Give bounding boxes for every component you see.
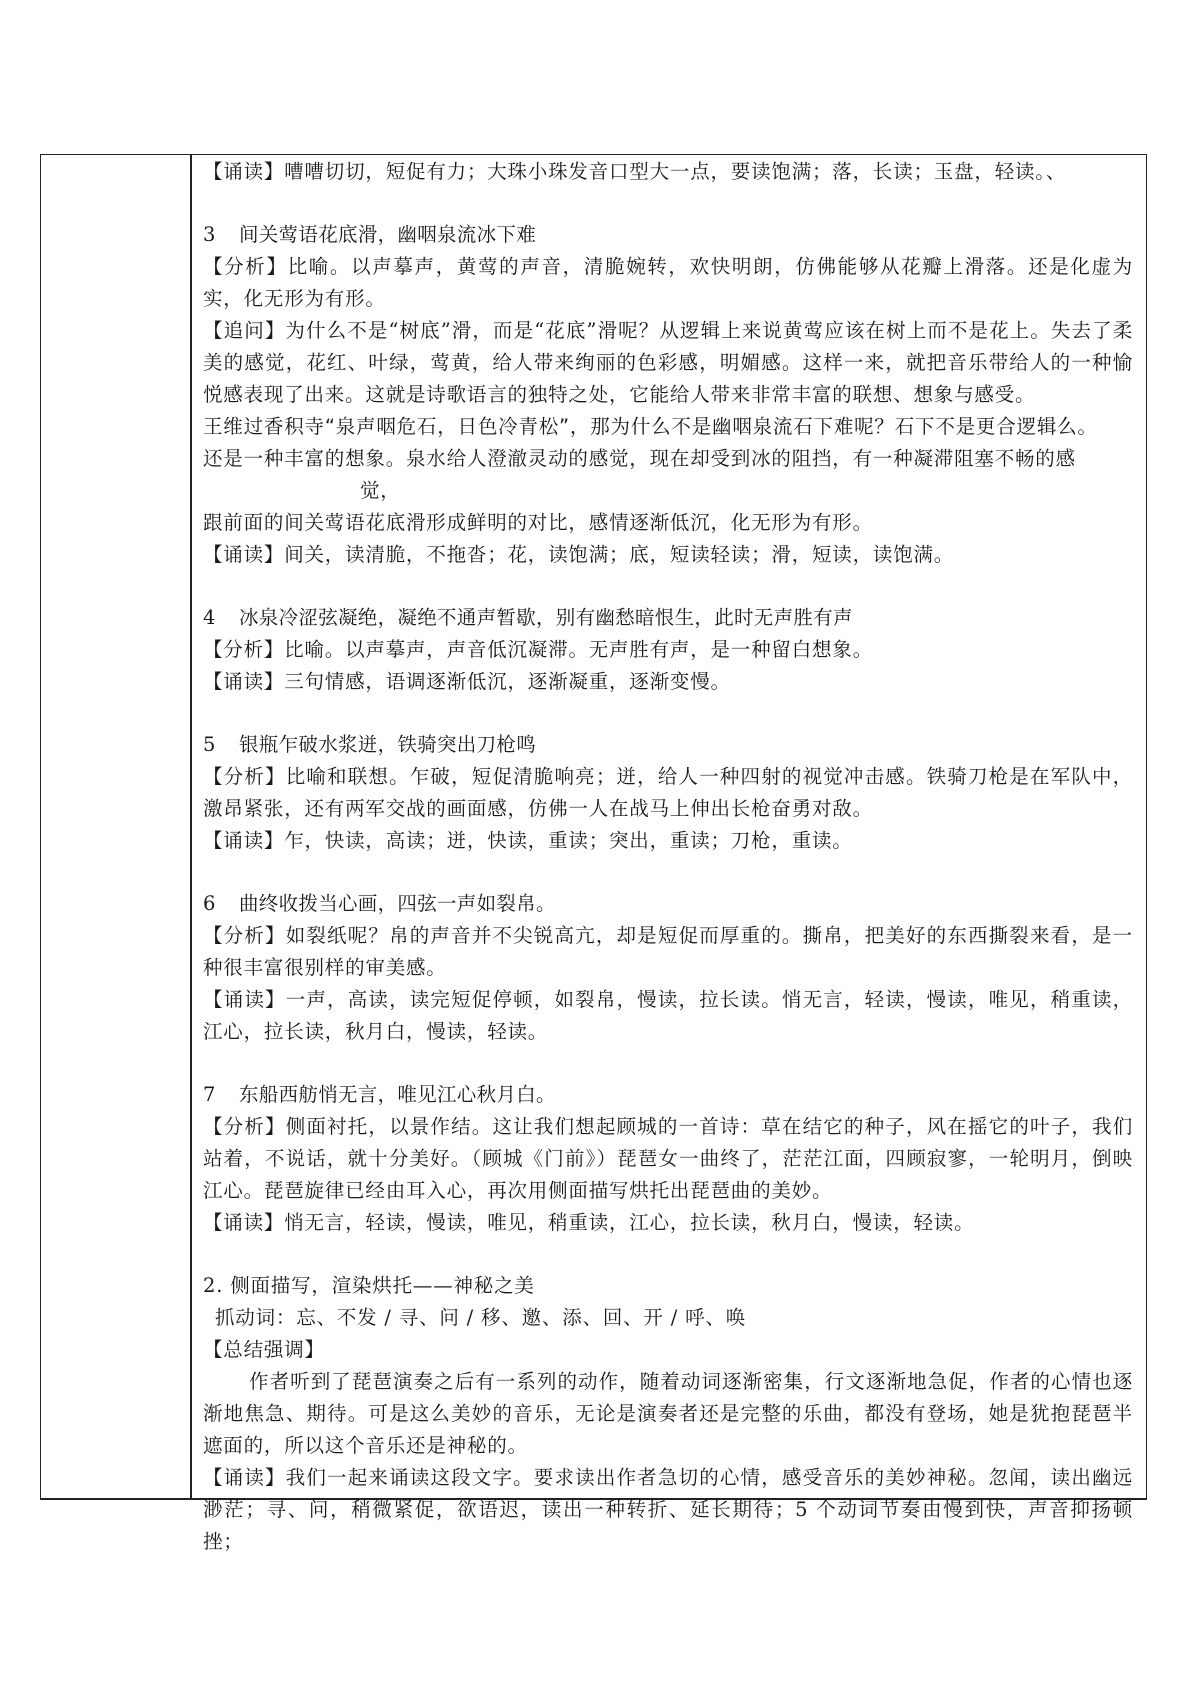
verse-text: 银瓶乍破水浆迸，铁骑突出刀枪鸣 — [239, 733, 537, 756]
lesson-content-cell — [203, 156, 1133, 1558]
imagination-note-3-tail: 觉， — [360, 479, 401, 502]
recitation-note-6: 【诵读】一声，高读，读完短促停顿，如裂帛，慢读，拉长读。悄无言，轻读，慢读，唯见，稍重读，江心，拉长读，秋月白，慢读，轻读。 — [203, 988, 1133, 1043]
section-2-title: 2. 侧面描写，渲染烘托——神秘之美 — [203, 1274, 535, 1297]
summary-text: 作者听到了琵琶演奏之后有一系列的动作，随着动词逐渐密集，行文逐渐地急促，作者的心情也逐渐地焦急、期待。可是这么美妙的音乐，无论是演奏者还是完整的乐曲，都没有登场，她是犹抱琵琶半遮面的，所以这个音乐还是神秘的。 — [203, 1370, 1133, 1457]
contrast-note-3: 跟前面的间关莺语花底滑形成鲜明的对比，感情逐渐低沉，化无形为有形。 — [203, 511, 873, 534]
table-column-divider — [190, 154, 192, 1500]
quoted-poem-line: “泉声咽危石，日色冷青松” — [324, 415, 570, 438]
verse-text: 间关莺语花底滑，幽咽泉流冰下难 — [239, 223, 537, 246]
recitation-note-3: 【诵读】间关，读清脆，不拖沓；花，读饱满；底，短读轻读；滑，短读，读饱满。 — [203, 543, 955, 566]
recitation-note-5: 【诵读】乍，快读，高读；迸，快读，重读；突出，重读；刀枪，重读。 — [203, 829, 853, 852]
summary-label: 【总结强调】 — [203, 1338, 325, 1361]
analysis-3: 【分析】比喻。以声摹声，黄莺的声音，清脆婉转，欢快明朗，仿佛能够从花瓣上滑落。还是化虚为实，化无形为有形。 — [203, 255, 1133, 310]
verse-number: 7 — [203, 1083, 216, 1106]
verse-text: 曲终收拨当心画，四弦一声如裂帛。 — [239, 892, 556, 915]
verse-heading-7 — [203, 1079, 1133, 1111]
verse-number: 6 — [203, 892, 216, 915]
analysis-4: 【分析】比喻。以声摹声，声音低沉凝滞。无声胜有声，是一种留白想象。 — [203, 638, 873, 661]
recitation-note-2: 【诵读】嘈嘈切切，短促有力；大珠小珠发音口型大一点，要读饱满；落，长读；玉盘，轻读。、 — [203, 160, 1067, 183]
verse-number: 3 — [203, 223, 216, 246]
verse-heading-6 — [203, 888, 1133, 920]
recitation-note-4: 【诵读】三句情感，语调逐渐低沉，逐渐凝重，逐渐变慢。 — [203, 670, 731, 693]
verse-heading-3 — [203, 219, 1133, 251]
recitation-note-section-2: 【诵读】我们一起来诵读这段文字。要求读出作者急切的心情，感受音乐的美妙神秘。忽闻，读出幽远渺茫；寻、问，稍微紧促，欲语迟，读出一种转折、延长期待；5 个动词节奏由慢到快，声音抑扬顿挫； — [203, 1466, 1133, 1553]
analysis-7: 【分析】侧面衬托，以景作结。这让我们想起顾城的一首诗：草在结它的种子，风在摇它的叶子，我们站着，不说话，就十分美好。（顾城《门前》）琵琶女一曲终了，茫茫江面，四顾寂寥，一轮明月，倒映江心。琵琶旋律已经由耳入心，再次用侧面描写烘托出琵琶曲的美妙。 — [203, 1115, 1133, 1202]
verse-number: 4 — [203, 606, 216, 629]
verse-number: 5 — [203, 733, 216, 756]
analysis-6: 【分析】如裂纸呢？帛的声音并不尖锐高亢，却是短促而厚重的。撕帛，把美好的东西撕裂来看，是一种很丰富很别样的审美感。 — [203, 924, 1133, 979]
verse-text: 东船西舫悄无言，唯见江心秋月白。 — [239, 1083, 556, 1106]
verse-text: 冰泉冷涩弦凝绝，凝绝不通声暂歇，别有幽愁暗恨生，此时无声胜有声 — [239, 606, 853, 629]
follow-up-question-3: 【追问】为什么不是“树底”滑，而是“花底”滑呢？从逻辑上来说黄莺应该在树上而不是花上。失去了柔美的感觉，花红、叶绿，莺黄，给人带来绚丽的色彩感，明媚感。这样一来，就把音乐带给人的一种愉悦感表现了出来。这就是诗歌语言的独特之处，它能给人带来非常丰富的联想、想象与感受。 — [203, 319, 1133, 406]
verse-heading-5 — [203, 729, 1133, 761]
verse-heading-4 — [203, 602, 1133, 634]
section-2-verbs: 抓动词：忘、不发 / 寻、问 / 移、邀、添、回、开 / 呼、唤 — [215, 1306, 747, 1329]
wang-wei-reference: 王维过香积寺“泉声咽危石，日色冷青松”，那为什么不是幽咽泉流石下难呢？石下不是更合逻辑么。 — [203, 415, 1098, 438]
recitation-note-7: 【诵读】悄无言，轻读，慢读，唯见，稍重读，江心，拉长读，秋月白，慢读，轻读。 — [203, 1211, 975, 1234]
imagination-note-3: 还是一种丰富的想象。泉水给人澄澈灵动的感觉，现在却受到冰的阻挡，有一种凝滞阻塞不畅的感 — [203, 447, 1076, 470]
gu-cheng-poem: 草在结它的种子，风在摇它的叶子，我们站着，不说话，就十分美好。（顾城《门前》） — [203, 1115, 1133, 1170]
analysis-5: 【分析】比喻和联想。乍破，短促清脆响亮；迸，给人一种四射的视觉冲击感。铁骑刀枪是在军队中，激昂紧张，还有两军交战的画面感，仿佛一人在战马上伸出长枪奋勇对敌。 — [203, 765, 1133, 820]
